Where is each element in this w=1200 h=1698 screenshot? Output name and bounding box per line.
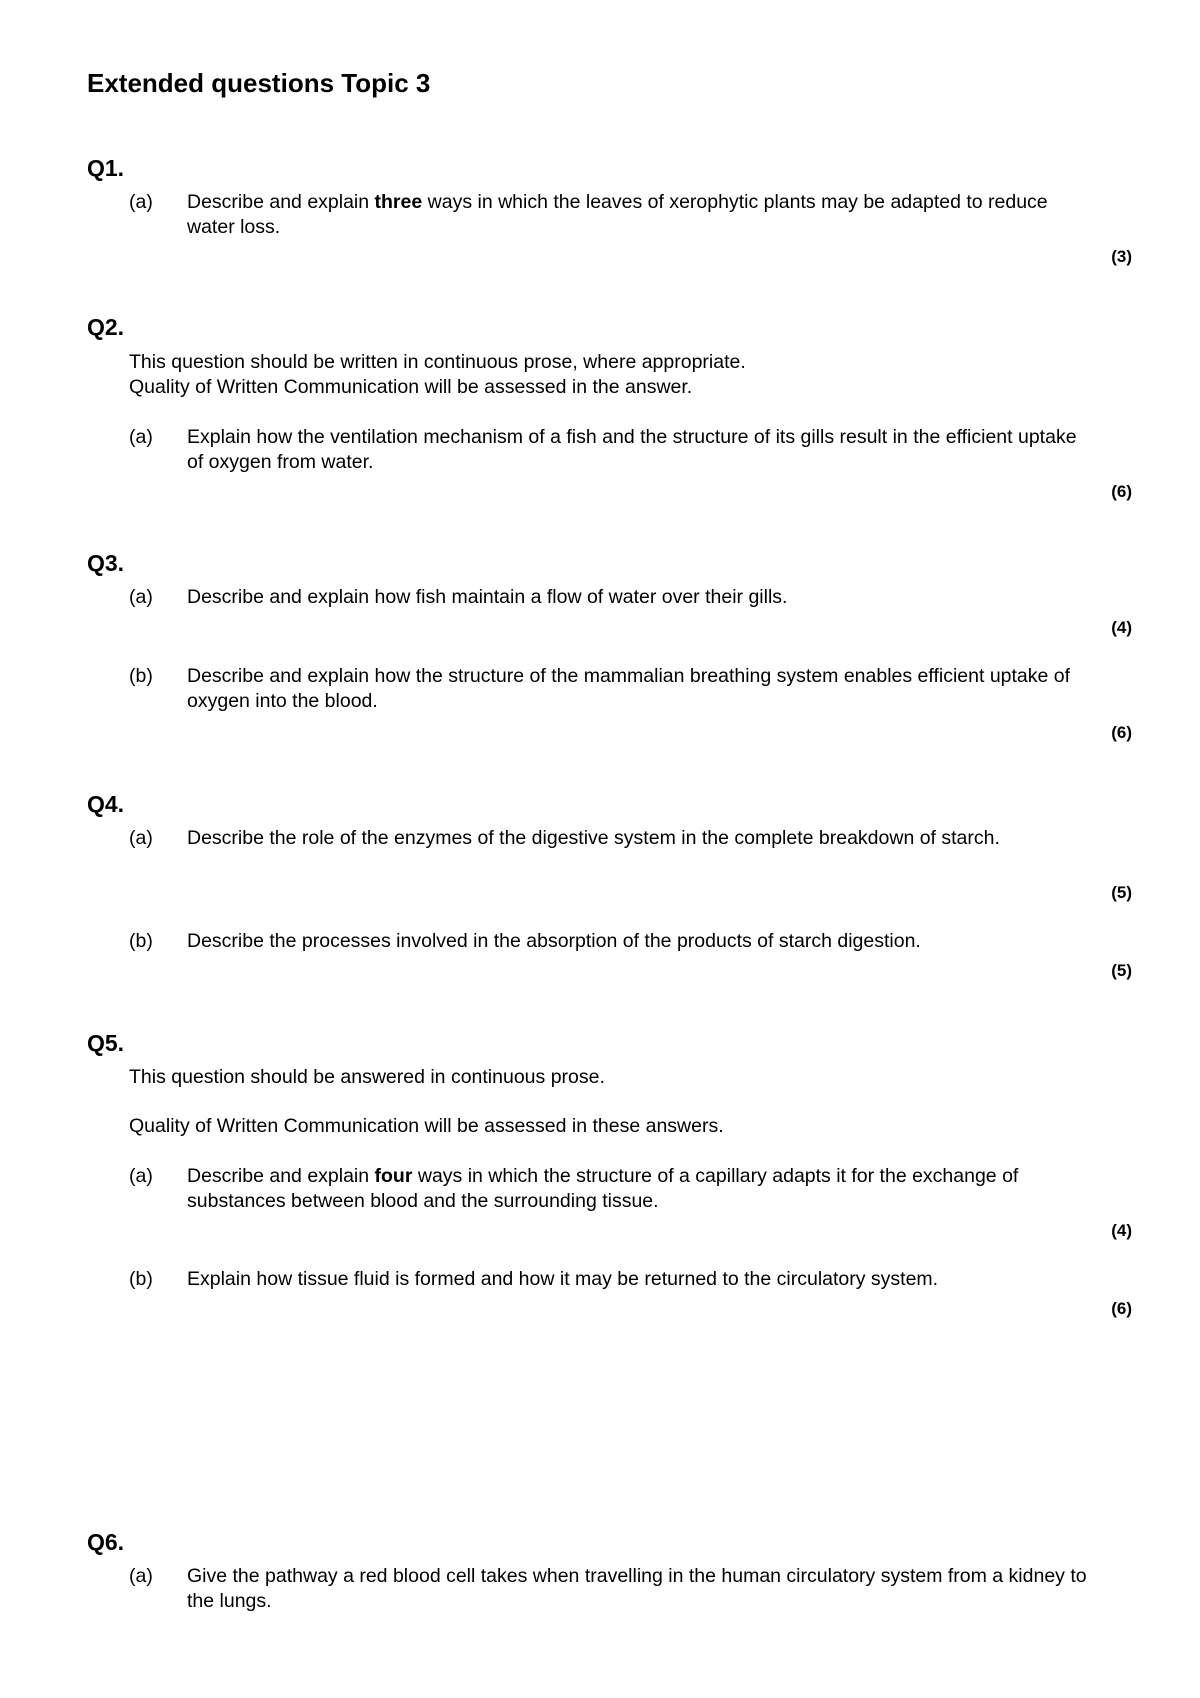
part-text: Describe the role of the enzymes of the digestive system in the complete breakdown of starch.: [187, 827, 1000, 849]
question-part-q6a: [129, 1564, 1087, 1614]
part-label: (b): [129, 665, 153, 687]
part-label: (a): [129, 191, 153, 213]
question-part-q3b: [129, 664, 1079, 714]
part-text: Describe and explain how fish maintain a flow of water over their gills.: [187, 586, 788, 608]
marks-q4a: (5): [1111, 883, 1132, 902]
part-text: Describe and explain how the structure of the mammalian breathing system enables efficient uptake of oxygen into the blood.: [187, 665, 1071, 712]
question-part-q1a: [129, 190, 1079, 240]
question-heading-q5: Q5.: [87, 1030, 125, 1056]
question-part-q3a: [129, 585, 1079, 610]
part-text: Explain how the ventilation mechanism of a fish and the structure of its gills result in the efficient uptake of oxygen from water.: [187, 426, 1077, 473]
part-label: (a): [129, 1165, 153, 1187]
question-part-q5a: [129, 1164, 1079, 1214]
marks-q1a: (3): [1111, 247, 1132, 266]
question-heading-q3: Q3.: [87, 550, 125, 576]
marks-q3b: (6): [1111, 723, 1132, 742]
question-heading-q4: Q4.: [87, 791, 125, 817]
question-part-q5b: [129, 1267, 1079, 1292]
part-text: Describe and explain three ways in which the leaves of xerophytic plants may be adapted to reduce water loss.: [187, 191, 1048, 238]
instruction-text: This question should be written in continuous prose, where appropriate.: [129, 351, 746, 373]
question-part-q4a: [129, 826, 1079, 851]
instruction-text: Quality of Written Communication will be assessed in these answers.: [129, 1115, 724, 1137]
part-text: Describe the processes involved in the absorption of the products of starch digestion.: [187, 930, 921, 952]
part-label: (b): [129, 1268, 153, 1290]
part-label: (a): [129, 1565, 153, 1587]
question-part-q2a: [129, 425, 1079, 475]
question-part-q4b: [129, 929, 1079, 954]
emphasis-text: three: [374, 191, 423, 213]
marks-q2a: (6): [1111, 482, 1132, 501]
part-text: Explain how tissue fluid is formed and how it may be returned to the circulatory system.: [187, 1268, 939, 1290]
emphasis-text: four: [374, 1165, 413, 1187]
part-text: Describe and explain four ways in which the structure of a capillary adapts it for the exchange of substances between blood and the surrounding tissue.: [187, 1165, 1019, 1212]
instruction-text: This question should be answered in continuous prose.: [129, 1066, 605, 1088]
part-label: (b): [129, 930, 153, 952]
marks-q4b: (5): [1111, 961, 1132, 980]
marks-q5b: (6): [1111, 1299, 1132, 1318]
marks-q5a: (4): [1111, 1221, 1132, 1240]
question-heading-q6: Q6.: [87, 1529, 125, 1555]
part-text: Give the pathway a red blood cell takes when travelling in the human circulatory system from a kidney to the lungs.: [187, 1565, 1087, 1612]
marks-q3a: (4): [1111, 618, 1132, 637]
instruction-text: Quality of Written Communication will be assessed in the answer.: [129, 376, 693, 398]
part-label: (a): [129, 827, 153, 849]
question-heading-q2: Q2.: [87, 314, 125, 340]
part-label: (a): [129, 586, 153, 608]
document-title: Extended questions Topic 3: [87, 68, 431, 98]
question-heading-q1: Q1.: [87, 155, 125, 181]
part-label: (a): [129, 426, 153, 448]
